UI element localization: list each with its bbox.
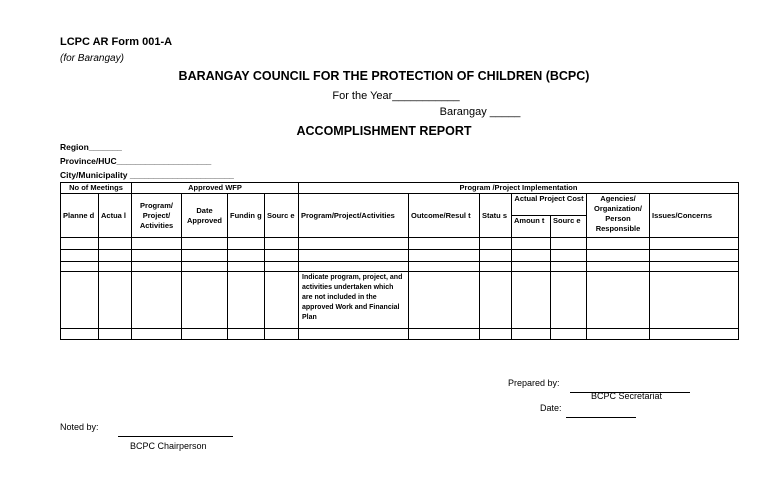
col-issues: Issues/Concerns — [650, 194, 739, 238]
table-row — [61, 250, 739, 262]
col-program: Program/ Project/ Activities — [132, 194, 182, 238]
col-date-approved: Date Approved — [182, 194, 228, 238]
col-agencies: Agencies/ Organization/ Person Responsible — [587, 194, 650, 238]
group-meetings: No of Meetings — [61, 183, 132, 194]
date-label: Date: — [540, 403, 562, 413]
table-header-row — [61, 194, 739, 216]
col-amount: Amoun t — [512, 216, 551, 238]
date-signature-line — [566, 400, 636, 418]
col-funding: Fundin g — [228, 194, 265, 238]
col-actual: Actua l — [99, 194, 132, 238]
province-field: Province/HUC____________________ — [60, 156, 212, 166]
city-field: City/Municipality ______________________ — [60, 170, 234, 180]
noted-by-label: Noted by: — [60, 422, 99, 432]
report-title: ACCOMPLISHMENT REPORT — [296, 124, 472, 138]
barangay-line: Barangay _____ — [439, 106, 521, 118]
table-group-header-row — [61, 183, 739, 194]
form-id: LCPC AR Form 001-A — [60, 36, 173, 48]
year-line: For the Year___________ — [332, 90, 460, 102]
group-implementation: Program /Project Implementation — [299, 183, 739, 194]
form-subtitle: (for Barangay) — [60, 53, 124, 64]
unplanned-activities-note: Indicate program, project, and activities undertaken which are not included in the approved Work and Financial Plan — [299, 272, 409, 329]
col-cost-source: Sourc e — [551, 216, 587, 238]
council-title: BARANGAY COUNCIL FOR THE PROTECTION OF CHILDREN (BCPC) — [178, 69, 590, 83]
chairperson-label: BCPC Chairperson — [130, 441, 207, 451]
table-row — [61, 272, 739, 329]
noted-by-signature-line — [118, 419, 233, 437]
accomplishment-table — [60, 182, 739, 340]
table-row — [61, 238, 739, 250]
table-row — [61, 329, 739, 340]
secretariat-label: BCPC Secretariat — [591, 391, 663, 401]
table-row — [61, 262, 739, 272]
col-status: Statu s — [480, 194, 512, 238]
col-source: Sourc e — [265, 194, 299, 238]
col-actual-cost: Actual Project Cost — [512, 194, 587, 216]
region-field: Region_______ — [60, 142, 122, 152]
col-planned: Planne d — [61, 194, 99, 238]
col-program-activities: Program/Project/Activities — [299, 194, 409, 238]
prepared-by-label: Prepared by: — [508, 378, 560, 388]
group-approved-wfp: Approved WFP — [132, 183, 299, 194]
col-outcome: Outcome/Resul t — [409, 194, 480, 238]
